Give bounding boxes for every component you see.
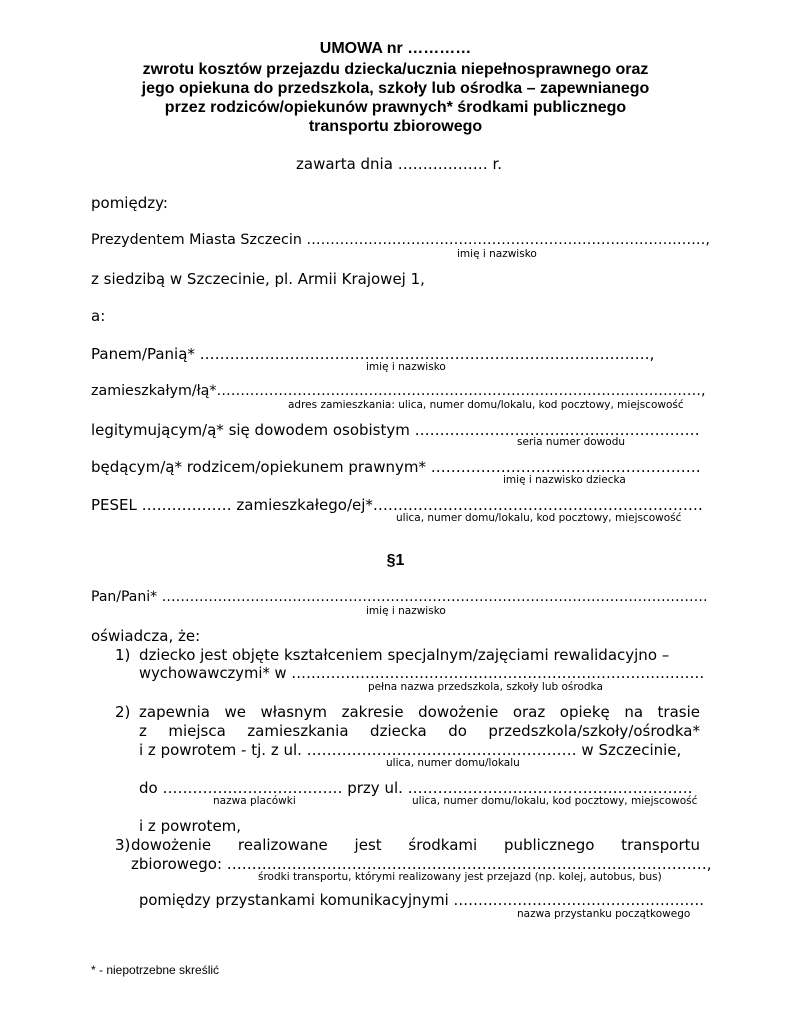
pesel-line: PESEL ……………… zamieszkałego/ej*………………………………………………………… bbox=[91, 496, 703, 514]
subtitle-line-2: jego opiekuna do przedszkola, szkoły lub ośrodka – zapewnianego bbox=[141, 80, 650, 97]
item2-caption-3: ulica, numer domu/lokalu bbox=[386, 757, 520, 769]
person-caption: imię i nazwisko bbox=[366, 361, 446, 373]
item2-number: 2) bbox=[115, 703, 131, 721]
item1-line-1: dziecko jest objęte kształceniem specjalnym/zajęciami rewalidacyjno – bbox=[139, 646, 670, 664]
item2-line-1: zapewnia we własnym zakresie dowożenie oraz opiekę na trasie bbox=[139, 703, 700, 721]
guardian-caption: imię i nazwisko dziecka bbox=[503, 474, 626, 486]
item3-line-1: dowożenie realizowane jest środkami publicznego transportu bbox=[131, 836, 700, 854]
pan-line: Pan/Pani* ……………………………………………………………………………………………………… bbox=[91, 589, 708, 605]
item2-line-4: do ……………………………… przy ul. ………………………………………………… bbox=[139, 779, 693, 797]
footnote: * - niepotrzebne skreślić bbox=[91, 963, 220, 977]
and-label: a: bbox=[91, 307, 106, 325]
item3-number: 3) bbox=[115, 836, 131, 854]
section-heading: §1 bbox=[386, 552, 405, 569]
person-line: Panem/Panią* ………………………………………………………………………………, bbox=[91, 345, 655, 363]
item1-line-2: wychowawczymi* w ………………………………………………………………………… bbox=[139, 665, 705, 682]
guardian-line: będącym/ą* rodzicem/opiekunem prawnym* ……………………………………………… bbox=[91, 458, 701, 476]
item1-number: 1) bbox=[115, 646, 131, 664]
item2-caption-4a: nazwa placówki bbox=[213, 795, 296, 807]
id-line: legitymującym/ą* się dowodem osobistym ………………………………………………… bbox=[91, 421, 700, 439]
item3-line-2: zbiorowego: ……………………………………………………………………………………, bbox=[131, 855, 712, 873]
pan-caption: imię i nazwisko bbox=[366, 605, 446, 617]
item2-line-3: i z powrotem - tj. z ul. ……………………………………………… w Szczecinie, bbox=[139, 741, 682, 759]
item1-caption: pełna nazwa przedszkola, szkoły lub ośrodka bbox=[368, 681, 603, 693]
document-title: UMOWA nr ………… bbox=[319, 40, 472, 57]
item3-caption-3: nazwa przystanku początkowego bbox=[517, 908, 691, 920]
item2-line-5: i z powrotem, bbox=[139, 817, 242, 835]
pesel-caption: ulica, numer domu/lokalu, kod pocztowy, miejscowość bbox=[396, 512, 682, 524]
residence-line: zamieszkałym/łą*…………………………………………………………………………………………, bbox=[91, 383, 706, 399]
item2-line-2: z miejsca zamieszkania dziecka do przedszkola/szkoły/ośrodka* bbox=[139, 722, 700, 740]
id-caption: seria numer dowodu bbox=[517, 436, 626, 448]
between-label: pomiędzy: bbox=[91, 194, 168, 212]
item3-caption: środki transportu, którymi realizowany jest przejazd (np. kolej, autobus, bus) bbox=[258, 871, 662, 883]
item2-caption-4b: ulica, numer domu/lokalu, kod pocztowy, miejscowość bbox=[412, 795, 698, 807]
date-line: zawarta dnia ……………… r. bbox=[296, 155, 503, 173]
subtitle-line-3: przez rodziców/opiekunów prawnych* środkami publicznego bbox=[164, 99, 627, 116]
item3-line-3: pomiędzy przystankami komunikacyjnymi …………………………………………… bbox=[139, 892, 705, 909]
subtitle-line-1: zwrotu kosztów przejazdu dziecka/ucznia niepełnosprawnego oraz bbox=[142, 61, 649, 78]
declares-label: oświadcza, że: bbox=[91, 627, 201, 645]
subtitle-line-4: transportu zbiorowego bbox=[308, 118, 483, 135]
seat-line: z siedzibą w Szczecinie, pl. Armii Krajowej 1, bbox=[91, 270, 425, 288]
president-caption: imię i nazwisko bbox=[457, 248, 537, 260]
residence-caption: adres zamieszkania: ulica, numer domu/lokalu, kod pocztowy, miejscowość bbox=[288, 399, 684, 411]
president-line: Prezydentem Miasta Szczecin …………………………………………………………………………, bbox=[91, 232, 710, 248]
